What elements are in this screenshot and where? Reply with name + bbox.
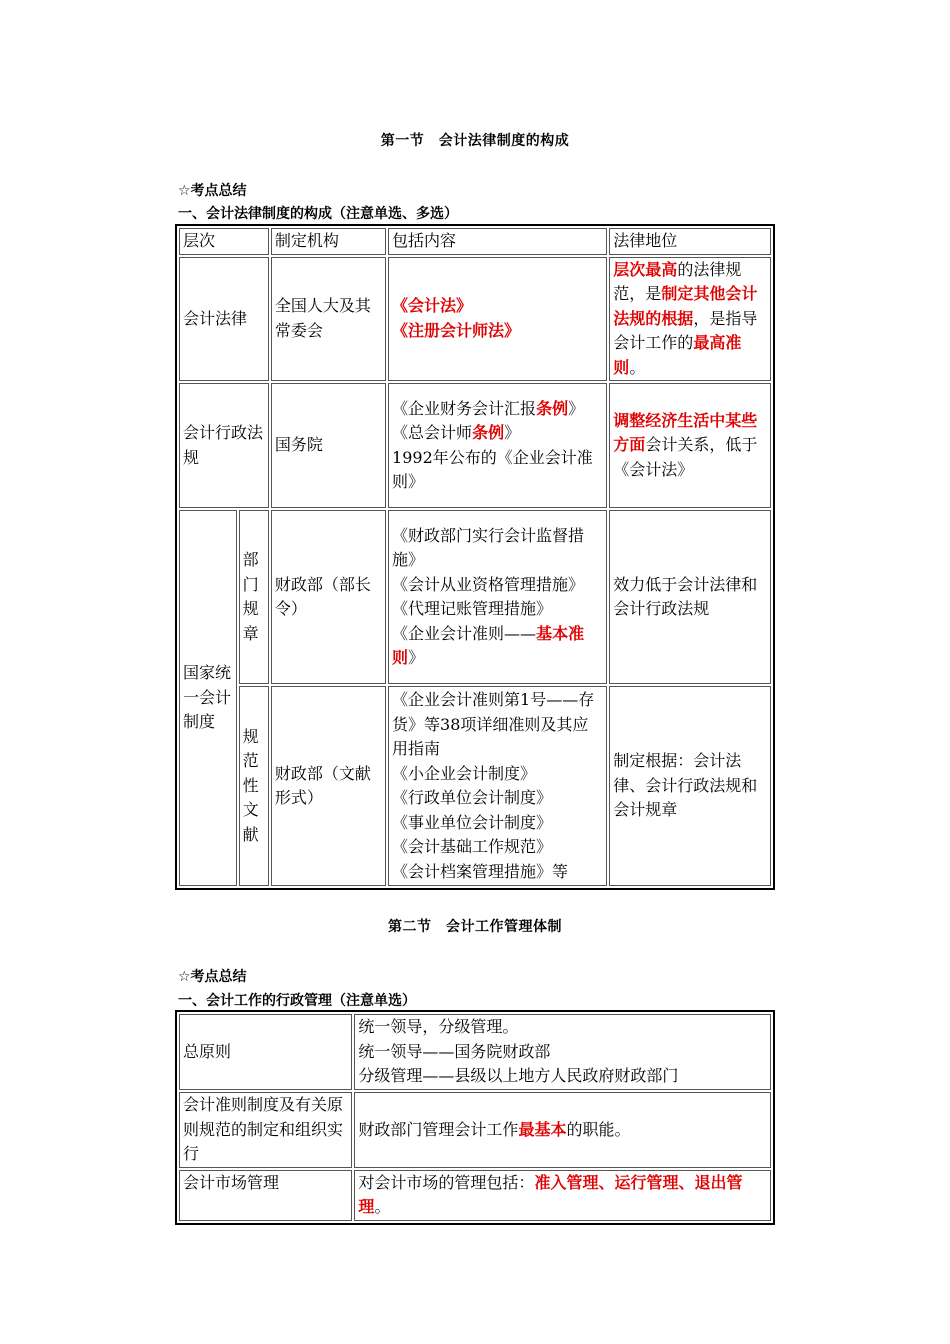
standards-content: 财政部门管理会计工作最基本的职能。 xyxy=(354,1092,771,1168)
norm-content-item: 《小企业会计制度》 xyxy=(392,763,537,783)
norm-content-item: 《企业会计准则第1号——存货》等38项详细准则及其应用指南 xyxy=(392,690,595,758)
principle-content xyxy=(354,1014,771,1090)
principle-label: 总原则 xyxy=(179,1014,352,1090)
section1-summary: ☆考点总结 xyxy=(178,183,247,199)
dept-status: 效力低于会计法律和会计行政法规 xyxy=(609,510,771,684)
norm-type: 规范性文献 xyxy=(239,686,269,886)
legal-system-table xyxy=(175,224,775,890)
norm-content-item: 《会计档案管理措施》等 xyxy=(392,861,569,881)
norm-content-item: 《事业单位会计制度》 xyxy=(392,812,553,832)
law-level: 会计法律 xyxy=(179,257,269,382)
row-dept-rules xyxy=(179,510,771,684)
law-status xyxy=(609,257,771,382)
row-standards xyxy=(179,1092,771,1168)
row-normative-docs xyxy=(179,686,771,886)
section1-title: 第一节 会计法律制度的构成 xyxy=(380,133,570,149)
norm-content-item: 《会计基础工作规范》 xyxy=(392,837,553,856)
norm-agency: 财政部（文献形式） xyxy=(271,686,386,886)
row-market xyxy=(179,1170,771,1221)
row-principle xyxy=(179,1014,771,1090)
highlight: 最高准则 xyxy=(613,333,742,377)
admin-management-table xyxy=(175,1010,775,1225)
header-level: 层次 xyxy=(179,228,269,255)
dept-content-item: 《财政部门实行会计监督措施》 xyxy=(392,525,585,569)
text: 会计关系，低于《会计法》 xyxy=(613,435,758,479)
section1-subtitle: 一、会计法律制度的构成（注意单选、多选） xyxy=(178,206,458,222)
standards-label: 会计准则制度及有关原则规范的制定和组织实行 xyxy=(179,1092,352,1168)
header-content: 包括内容 xyxy=(388,228,607,255)
dept-content-item: 《会计从业资格管理措施》 xyxy=(392,574,585,594)
admin-content-item: 《总会计师条例》 xyxy=(392,423,521,442)
admin-content xyxy=(388,383,607,508)
market-content: 对会计市场的管理包括：准入管理、运行管理、退出管理。 xyxy=(354,1170,771,1221)
highlight: 制定其他会计法规的根据 xyxy=(613,284,758,328)
norm-status: 制定根据：会计法律、会计行政法规和会计规章 xyxy=(609,686,771,886)
market-label: 会计市场管理 xyxy=(179,1170,352,1221)
norm-content-item: 《行政单位会计制度》 xyxy=(392,788,553,807)
dept-content xyxy=(388,510,607,684)
principle-line: 统一领导，分级管理。 xyxy=(358,1017,519,1037)
section2-subtitle: 一、会计工作的行政管理（注意单选） xyxy=(178,993,416,1009)
section2-title: 第二节 会计工作管理体制 xyxy=(388,919,562,935)
text: ，是指导会计工作的 xyxy=(613,308,758,352)
row-admin-regulation xyxy=(179,383,771,508)
national-level: 国家统一会计制度 xyxy=(179,510,237,886)
header-agency: 制定机构 xyxy=(271,228,386,255)
admin-level: 会计行政法规 xyxy=(179,383,269,508)
law-content xyxy=(388,257,607,382)
norm-content xyxy=(388,686,607,886)
highlight: 调整经济生活中某些方面 xyxy=(613,410,758,455)
admin-agency: 国务院 xyxy=(271,383,386,508)
dept-content-item: 《代理记账管理措施》 xyxy=(392,599,553,618)
header-row xyxy=(179,228,771,255)
admin-content-item: 《企业财务会计汇报条例》 xyxy=(392,398,585,418)
highlight: 层次最高 xyxy=(613,259,678,279)
row-accounting-law xyxy=(179,257,771,382)
principle-line: 分级管理——县级以上地方人民政府财政部门 xyxy=(358,1066,679,1086)
section2-summary: ☆考点总结 xyxy=(178,969,247,985)
text: 的法律规范，是 xyxy=(613,259,742,303)
text: 。 xyxy=(629,357,646,377)
dept-content-item: 《企业会计准则——基本准则》 xyxy=(392,623,585,667)
law-content-item: 《会计法》 xyxy=(392,296,473,316)
dept-agency: 财政部（部长令） xyxy=(271,510,386,684)
law-content-item: 《注册会计师法》 xyxy=(392,320,521,340)
principle-line: 统一领导——国务院财政部 xyxy=(358,1041,551,1061)
law-agency: 全国人大及其常委会 xyxy=(271,257,386,382)
header-status: 法律地位 xyxy=(609,228,771,255)
admin-status xyxy=(609,383,771,508)
admin-content-item: 1992年公布的《企业会计准则》 xyxy=(392,447,593,491)
dept-type: 部门规章 xyxy=(239,510,269,684)
